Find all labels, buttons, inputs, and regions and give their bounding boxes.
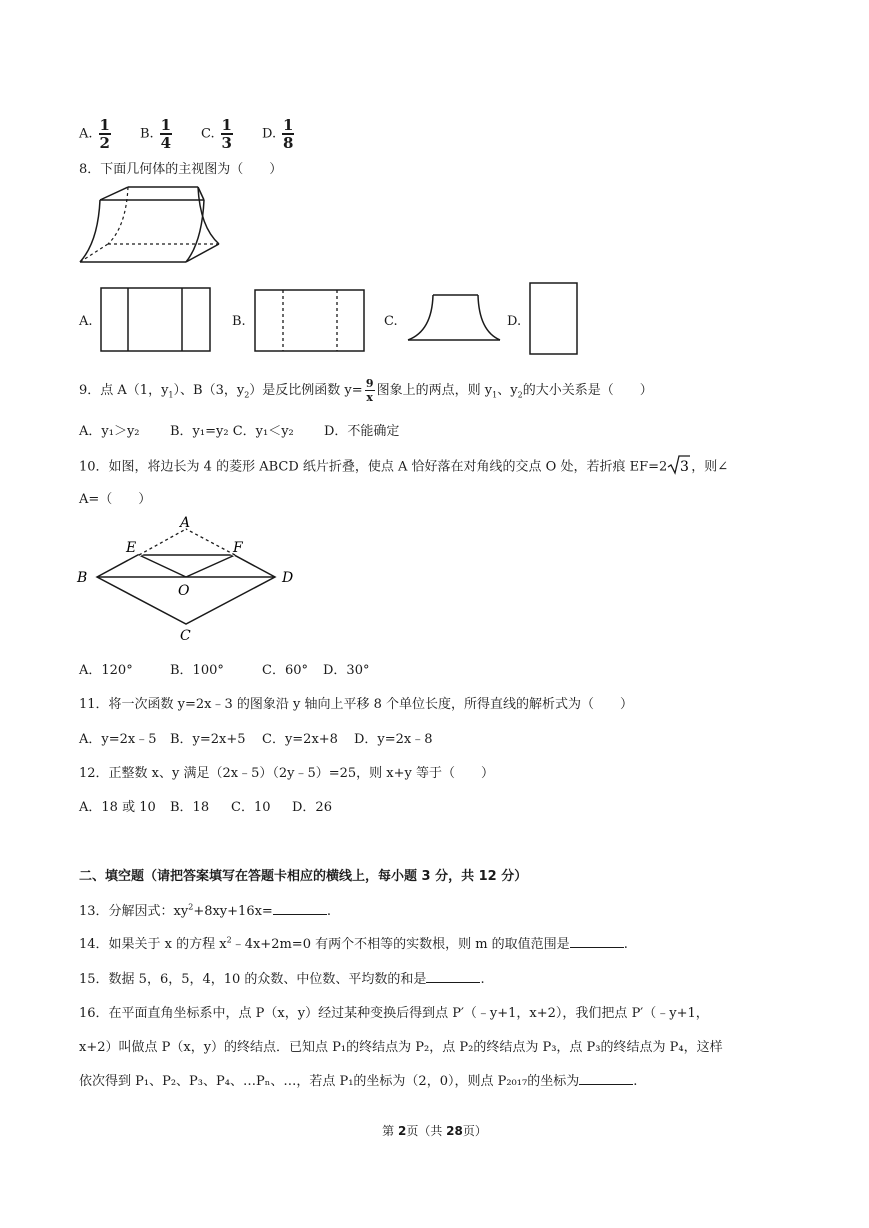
q9-option-d: D．不能确定: [324, 424, 400, 439]
q8-option-b-figure: [254, 289, 366, 353]
answer-blank[interactable]: [273, 904, 327, 915]
label-b: B: [77, 570, 88, 586]
q9-option-a: A．y₁＞y₂: [79, 424, 140, 439]
q12-option-c: C．10: [231, 800, 271, 815]
label-d: D: [282, 570, 294, 586]
label-e: E: [126, 540, 137, 556]
q7-option-a: A. $\frac{1}{2}$: [79, 116, 110, 152]
label-o: O: [178, 583, 190, 599]
svg-text:3: 3: [680, 459, 690, 475]
q7-option-b: B. $\frac{1}{4}$: [140, 116, 172, 152]
q12-option-d: D．26: [292, 800, 332, 815]
q12-option-b: B．18: [170, 800, 210, 815]
q10-option-d: D．30°: [323, 663, 370, 678]
q8-solid-figure: [78, 182, 223, 268]
q10-option-a: A．120°: [79, 663, 133, 678]
q16-line3: 依次得到 P₁、P₂、P₃、P₄、…Pₙ、…，若点 P₁的坐标为（2，0），则点 P₂₀₁₇的坐标为 .: [79, 1074, 638, 1089]
section-2-heading: 二、填空题（请把答案填写在答题卡相应的横线上，每小题 3 分，共 12 分）: [79, 869, 528, 884]
q8-option-c-label: C.: [384, 314, 398, 329]
q8-option-d-label: D.: [507, 314, 522, 329]
q8-option-c-figure: [406, 293, 502, 343]
q8-option-a-label: A.: [79, 314, 93, 329]
q12-option-a: A．18 或 10: [79, 800, 156, 815]
answer-blank[interactable]: [570, 937, 624, 948]
q7-option-d: D. $\frac{1}{8}$: [262, 116, 294, 152]
page-total: 28: [446, 1124, 463, 1138]
q11-option-a: A．y=2x﹣5: [79, 732, 157, 747]
q11-option-d: D．y=2x﹣8: [354, 732, 433, 747]
q11-option-b: B．y=2x+5: [170, 732, 246, 747]
q8-option-a-figure: [100, 287, 212, 353]
q14-stem: 14．如果关于 x 的方程 $x^2﹣4x+2m=0$ 有两个不相等的实数根，则 m 的取值范围是 .: [79, 935, 628, 952]
q8-option-d-figure: [529, 282, 579, 356]
q16-line2: x+2）叫做点 P（x，y）的终结点．已知点 P₁的终结点为 P₂，点 P₂的终结点为 P₃，点 P₃的终结点为 P₄，这样: [79, 1040, 723, 1055]
q11-option-c: C．y=2x+8: [262, 732, 338, 747]
q8-option-b-label: B.: [232, 314, 246, 329]
q15-stem: 15．数据 5，6，5，4，10 的众数、中位数、平均数的和是 .: [79, 972, 485, 987]
q10-option-c: C．60°: [262, 663, 308, 678]
page-footer: 第 2页（共 28页）: [382, 1124, 487, 1138]
answer-blank[interactable]: [426, 972, 480, 983]
q13-stem: 13．分解因式：$xy^2+8xy+16x=$ .: [79, 902, 331, 919]
q8-stem: 8．下面几何体的主视图为（ ）: [79, 162, 283, 177]
q11-stem: 11．将一次函数 y=2x﹣3 的图象沿 y 轴向上平移 8 个单位长度，所得直线的解析式为（ ）: [79, 697, 634, 712]
label-f: F: [233, 540, 243, 556]
sqrt-symbol: [667, 455, 691, 479]
answer-blank[interactable]: [579, 1074, 633, 1085]
q9-option-bc: B．y₁=y₂ C．y₁＜y₂: [170, 424, 294, 439]
q10-option-b: B．100°: [170, 663, 224, 678]
q7-option-c: C. $\frac{1}{3}$: [201, 116, 232, 152]
q9-stem: 9．点 A（1，$y_1$）、B（3，$y_2$）是反比例函数 y= $\frac{9}{x}$ 图象上的两点，则 $y_1$、$y_2$的大小关系是（ ）: [79, 377, 653, 404]
q10-rhombus-figure: [74, 516, 304, 644]
page-number: 2: [397, 1124, 407, 1138]
q10-stem-line2: A=（ ）: [79, 492, 152, 507]
q16-line1: 16．在平面直角坐标系中，点 P（x，y）经过某种变换后得到点 P′（﹣y+1，x+2），我们把点 P′（﹣y+1，: [79, 1006, 709, 1021]
q10-stem-line1: 10．如图，将边长为 4 的菱形 ABCD 纸片折叠，使点 A 恰好落在对角线的交点 O 处，若折痕 EF=2 3 ，则∠: [79, 455, 728, 479]
q12-stem: 12．正整数 x、y 满足（2x﹣5）（2y﹣5）=25，则 x+y 等于（ ）: [79, 766, 495, 781]
label-a: A: [180, 516, 191, 531]
label-c: C: [180, 628, 191, 644]
